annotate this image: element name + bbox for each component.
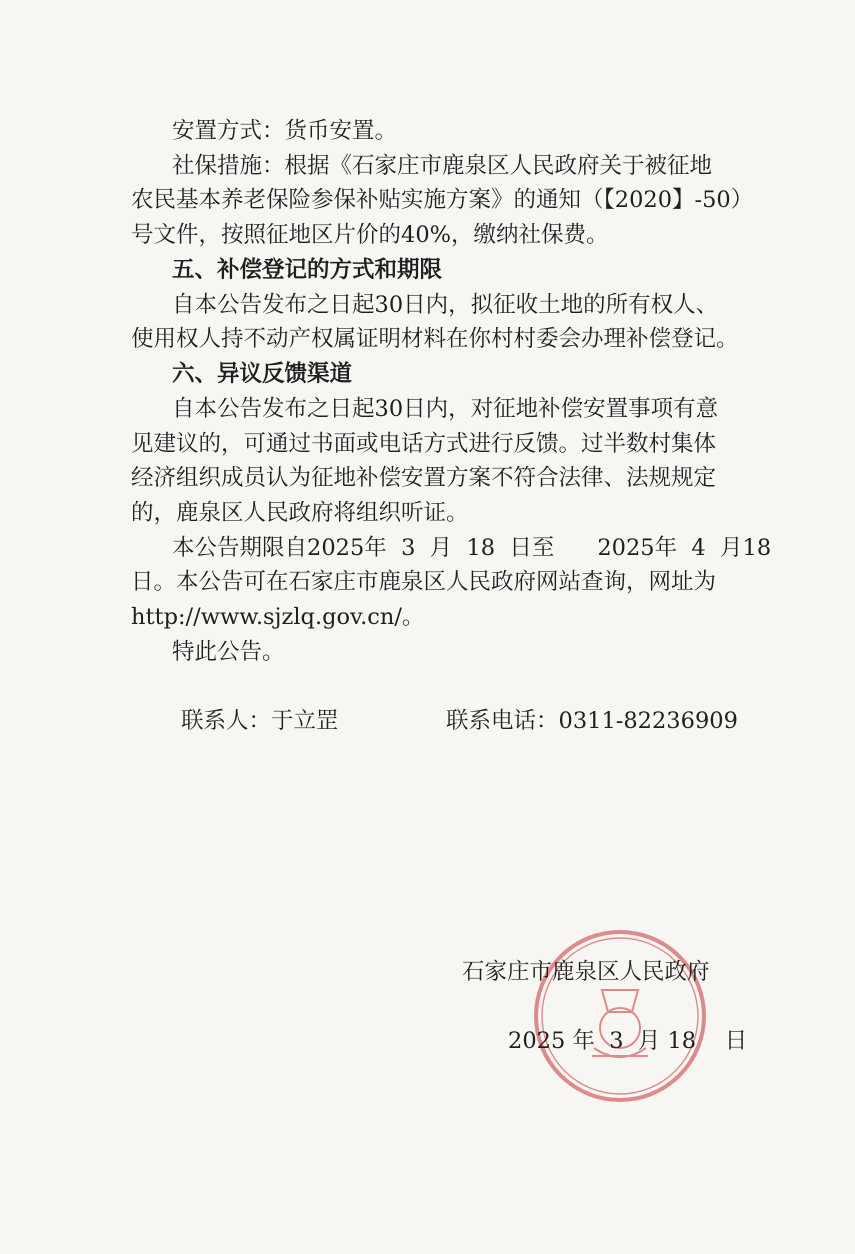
issuing-authority: 石家庄市鹿泉区人民政府: [462, 959, 710, 985]
contact-person: 联系人：于立罡: [181, 708, 339, 734]
paragraph-registration-2: 使用权人持不动产权属证明材料在你村村委会办理补偿登记。: [131, 326, 739, 352]
section-heading-feedback: 六、异议反馈渠道: [172, 361, 353, 387]
paragraph-feedback-4: 的，鹿泉区人民政府将组织听证。: [131, 500, 469, 526]
official-seal-stamp: [532, 928, 708, 1104]
contact-phone: 联系电话：0311-82236909: [446, 708, 738, 734]
website-url: http://www.sjzlq.gov.cn/。: [131, 604, 425, 630]
paragraph-social-security-2: 农民基本养老保险参保补贴实施方案》的通知（【2020】-50）: [131, 187, 754, 213]
paragraph-resettlement: 安置方式：货币安置。: [172, 118, 398, 144]
section-heading-registration: 五、补偿登记的方式和期限: [172, 257, 443, 283]
paragraph-registration-1: 自本公告发布之日起30日内，拟征收土地的所有权人、: [172, 292, 719, 318]
paragraph-period-1: 本公告期限自2025年 3 月 18 日至 2025年 4 月18: [172, 535, 772, 561]
paragraph-feedback-3: 经济组织成员认为征地补偿安置方案不符合法律、法规规定: [131, 465, 717, 491]
paragraph-feedback-2: 见建议的，可通过书面或电话方式进行反馈。过半数村集体: [131, 431, 717, 457]
paragraph-feedback-1: 自本公告发布之日起30日内，对征地补偿安置事项有意: [172, 396, 719, 422]
closing-text: 特此公告。: [172, 639, 285, 665]
issue-date: 2025 年 3 月 18 日: [508, 1028, 748, 1054]
paragraph-period-2: 日。本公告可在石家庄市鹿泉区人民政府网站查询，网址为: [131, 569, 717, 595]
paragraph-social-security-3: 号文件，按照征地区片价的40%，缴纳社保费。: [131, 222, 609, 248]
paragraph-social-security-1: 社保措施：根据《石家庄市鹿泉区人民政府关于被征地: [172, 153, 713, 179]
